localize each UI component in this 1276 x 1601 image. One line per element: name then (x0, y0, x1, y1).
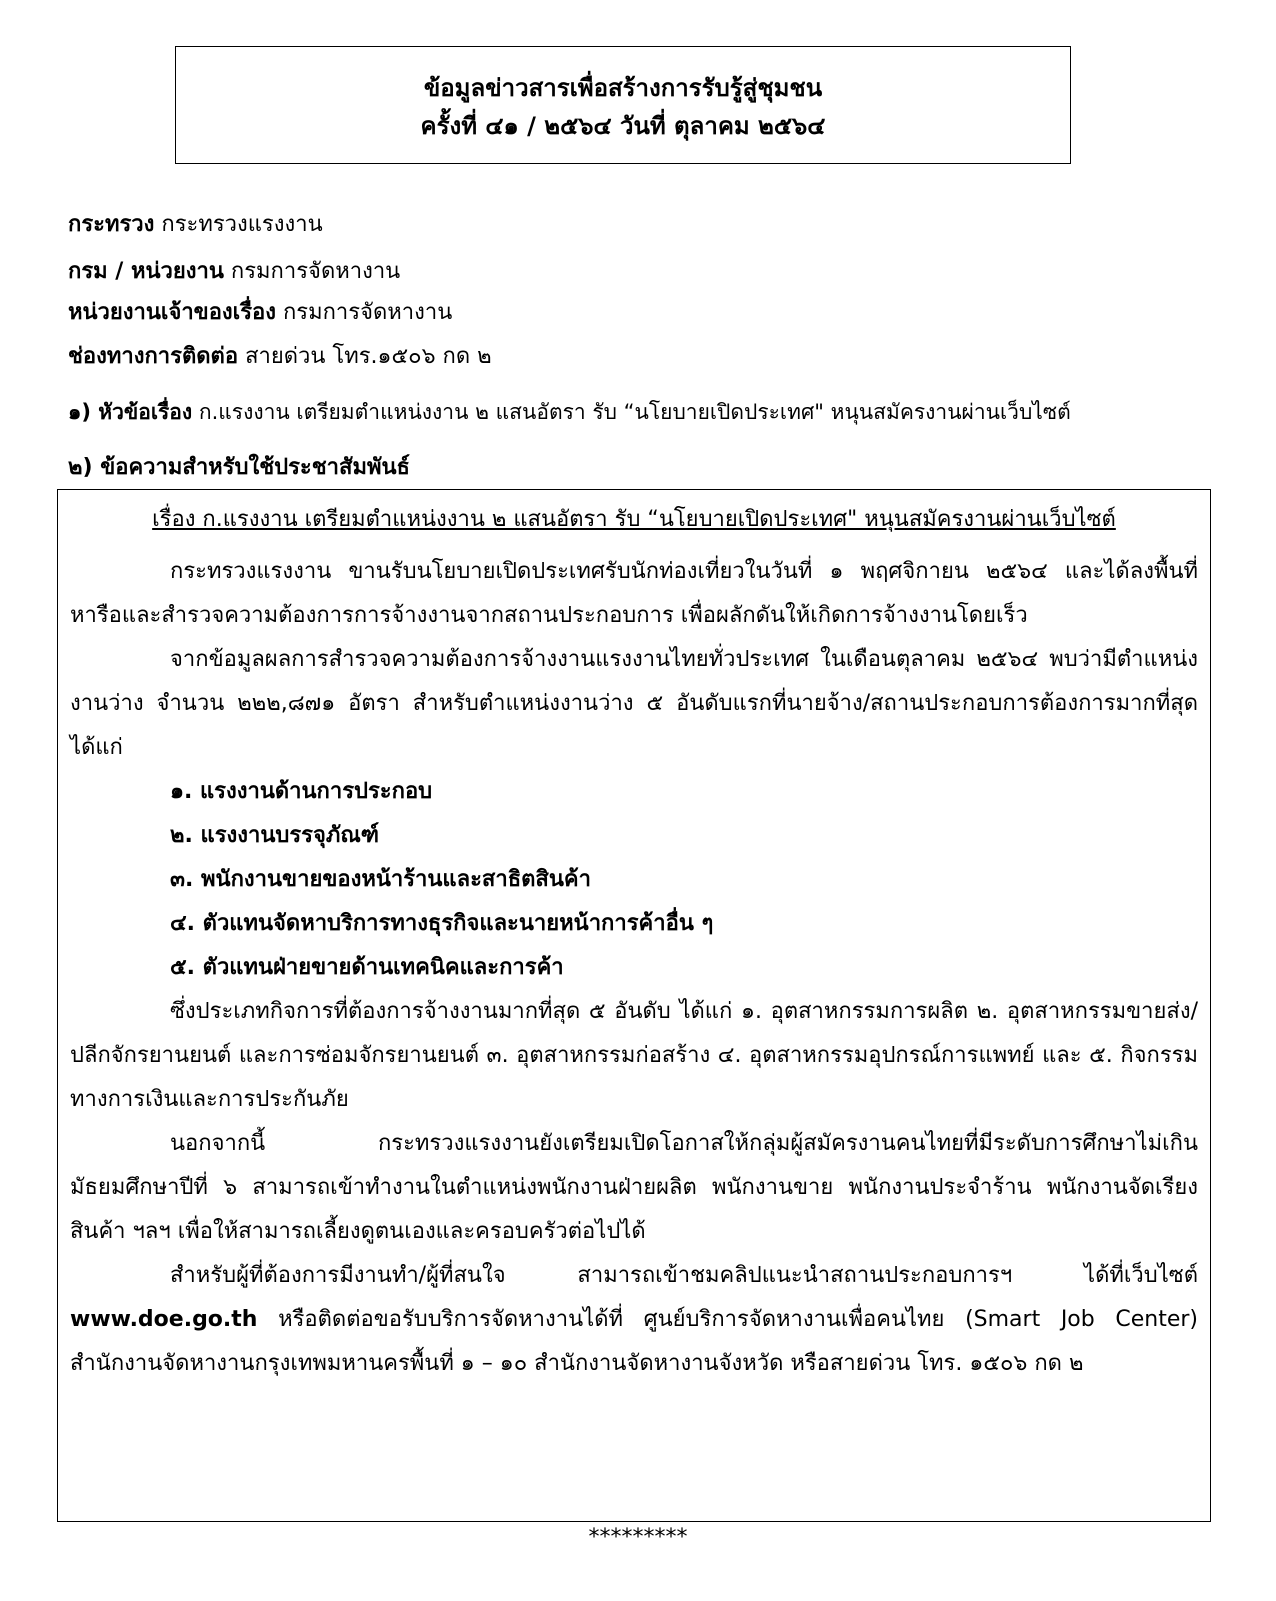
meta-topic-value: ก.แรงงาน เตรียมตำแหน่งงาน ๒ แสนอัตรา รับ “นโยบายเปิดประเทศ" หนุนสมัครงานผ่านเว็บไซต์ (198, 400, 1071, 424)
meta-message (68, 452, 1218, 484)
meta-ministry-value: กระทรวงแรงงาน (161, 212, 323, 237)
list-item: ๒. แรงงานบรรจุภัณฑ์ (170, 823, 380, 848)
meta-owner-value: กรมการจัดหางาน (282, 300, 453, 325)
header-box (175, 46, 1071, 164)
meta-department-value: กรมการจัดหางาน (230, 259, 401, 284)
list-item: ๔. ตัวแทนจัดหาบริการทางธุรกิจและนายหน้าการค้าอื่น ๆ (170, 911, 714, 936)
paragraph-5-start: สำหรับผู้ที่ต้องการมีงานทำ/ผู้ที่สนใจ สามารถเข้าชมคลิปแนะนำสถานประกอบการฯ ได้ที่เว็บไซต์ (170, 1263, 1198, 1288)
list-item: ๕. ตัวแทนฝ่ายขายด้านเทคนิคและการค้า (170, 955, 564, 980)
content-box (57, 489, 1211, 1522)
paragraph-5 (70, 1254, 1198, 1386)
list-item: ๑. แรงงานด้านการประกอบ (170, 779, 433, 804)
meta-contact-value: สายด่วน โทร.๑๕๐๖ กด ๒ (245, 344, 492, 369)
meta-owner (68, 297, 1218, 329)
paragraph-4: นอกจากนี้ กระทรวงแรงงานยังเตรียมเปิดโอกาสให้กลุ่มผู้สมัครงานคนไทยที่มีระดับการศึกษาไม่เกินมัธยมศึกษาปีที่ ๖ สามารถเข้าทำงานในตำแหน่งพนักงานฝ่ายผลิต พนักงานขาย พนักงานประจำร้าน พนักงานจัดเรียงสินค้า ฯลฯ เพื่อให้สามารถเลี้ยงดูตนเองและครอบครัวต่อไปได้ (70, 1131, 1198, 1244)
meta-department-label: กรม / หน่วยงาน (68, 259, 224, 284)
header-title: ข้อมูลข่าวสารเพื่อสร้างการรับรู้สู่ชุมชน (423, 74, 823, 102)
end-marker: ********* (588, 1525, 688, 1550)
meta-ministry (68, 209, 1218, 241)
list-item: ๓. พนักงานขายของหน้าร้านและสาธิตสินค้า (170, 867, 591, 892)
meta-topic-label: ๑) หัวข้อเรื่อง (68, 400, 193, 424)
paragraph-5-end: หรือติดต่อขอรับบริการจัดหางานได้ที่ ศูนย์บริการจัดหางานเพื่อคนไทย (Smart Job Center) สำนักงานจัดหางานกรุงเทพมหานครพื้นที่ ๑ – ๑๐ สำนักงานจัดหางานจังหวัด หรือสายด่วน โทร. ๑๕๐๖ กด ๒ (70, 1307, 1198, 1376)
header-issue: ครั้งที่ ๔๑ / ๒๕๖๔ วันที่ ตุลาคม ๒๕๖๔ (420, 112, 826, 140)
meta-ministry-label: กระทรวง (68, 212, 155, 237)
paragraph-2: จากข้อมูลผลการสำรวจความต้องการจ้างงานแรงงานไทยทั่วประเทศ ในเดือนตุลาคม ๒๕๖๔ พบว่ามีตำแหน่งงานว่าง จำนวน ๒๒๒,๘๗๑ อัตรา สำหรับตำแหน่งงานว่าง ๕ อันดับแรกที่นายจ้าง/สถานประกอบการต้องการมากที่สุด ได้แก่ (70, 647, 1198, 760)
paragraph-1: กระทรวงแรงงาน ขานรับนโยบายเปิดประเทศรับนักท่องเที่ยวในวันที่ ๑ พฤศจิกายน ๒๕๖๔ และได้ลงพื้นที่หารือและสำรวจความต้องการการจ้างงานจากสถานประกอบการ เพื่อผลักดันให้เกิดการจ้างงานโดยเร็ว (70, 559, 1198, 628)
meta-contact (68, 341, 1218, 373)
meta-topic (68, 396, 1218, 428)
vacancy-list (70, 770, 1198, 990)
paragraph-3: ซึ่งประเภทกิจการที่ต้องการจ้างงานมากที่สุด ๕ อันดับ ได้แก่ ๑. อุตสาหกรรมการผลิต ๒. อุตสาหกรรมขายส่ง/ปลีกจักรยานยนต์ และการซ่อมจักรยานยนต์ ๓. อุตสาหกรรมก่อสร้าง ๔. อุตสาหกรรมอุปกรณ์การแพทย์ และ ๕. กิจกรรมทางการเงินและการประกันภัย (70, 999, 1198, 1112)
meta-message-label: ๒) ข้อความสำหรับใช้ประชาสัมพันธ์ (68, 455, 410, 480)
meta-contact-label: ช่องทางการติดต่อ (68, 344, 239, 369)
meta-owner-label: หน่วยงานเจ้าของเรื่อง (68, 300, 276, 325)
content-subject: เรื่อง ก.แรงงาน เตรียมตำแหน่งงาน ๒ แสนอัตรา รับ “นโยบายเปิดประเทศ" หนุนสมัครงานผ่านเว็บไซต์ (152, 507, 1116, 532)
meta-department (68, 256, 1218, 288)
website-link[interactable]: www.doe.go.th (70, 1307, 258, 1332)
